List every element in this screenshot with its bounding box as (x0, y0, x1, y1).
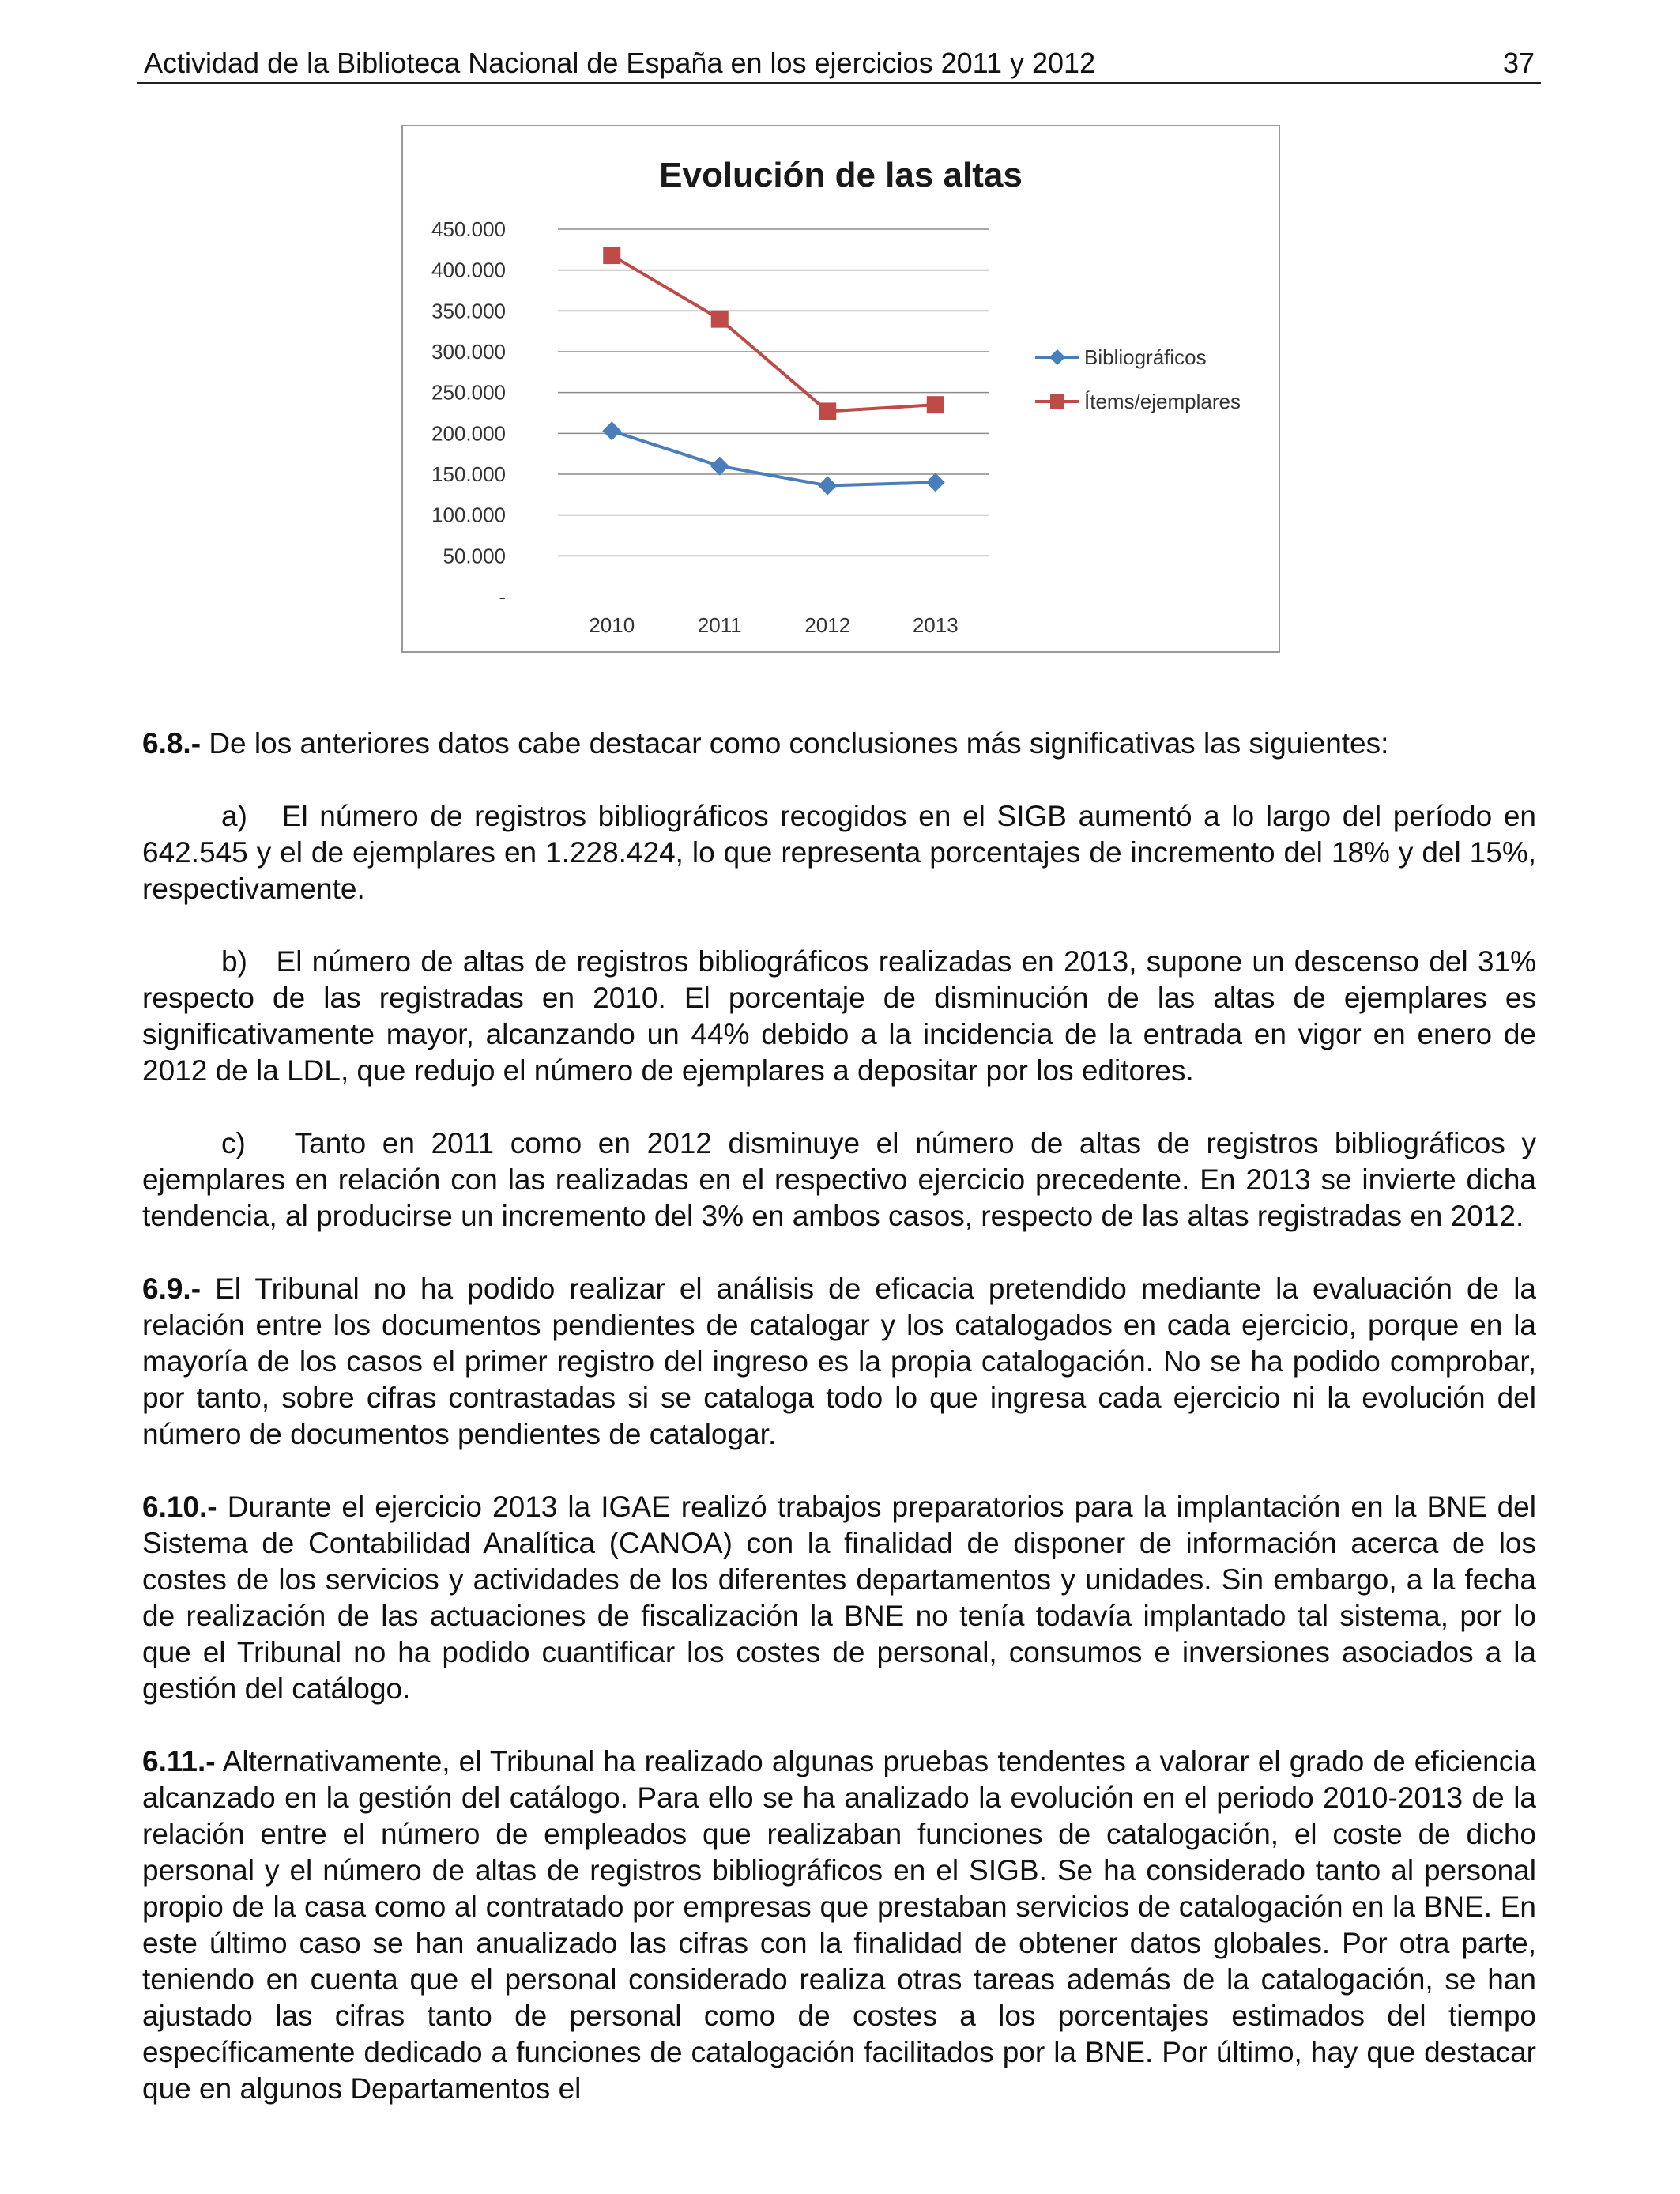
y-tick-label: 50.000 (443, 544, 506, 568)
x-tick-label: 2012 (804, 613, 851, 637)
section-number: 6.8.- (142, 727, 202, 760)
paragraph-6-11 (142, 1744, 1536, 2107)
data-point (818, 476, 837, 495)
paragraph-text: Alternativamente, el Tribunal ha realizado algunas pruebas tendentes a valorar el grado de eficiencia alcanzado en la gestión del catálogo. Para ello se ha analizado la evolución en el periodo 2010-2013 de la relación entre el número de empleados que realizaban funciones de catalogación, el coste de dicho personal y el número de altas de registros bibliográficos en el SIGB. Se ha considerado tanto al personal propio de la casa como al contratado por empresas que prestaban servicios de catalogación en la BNE. En este último caso se han anualizado las cifras con la finalidad de obtener datos globales. Por otra parte, teniendo en cuenta que el personal considerado realiza otras tareas además de la catalogación, se han ajustado las cifras tanto de personal como de costes a los porcentajes estimados del tiempo específicamente dedicado a funciones de catalogación facilitados por la BNE. Por último, hay que destacar que en algunos Departamentos el (142, 1745, 1536, 2105)
data-point (926, 473, 945, 492)
document-body (142, 726, 1536, 2107)
page-header (137, 44, 1541, 84)
data-point (603, 247, 620, 264)
data-point (927, 396, 944, 413)
data-point (711, 311, 729, 328)
paragraph-6-9 (142, 1271, 1536, 1453)
y-tick-label: 250.000 (431, 380, 506, 405)
chart-altas (401, 125, 1280, 653)
section-number: 6.9.- (142, 1272, 202, 1305)
data-point (819, 402, 836, 420)
data-point (710, 457, 729, 476)
paragraph-text: De los anteriores datos cabe destacar como conclusiones más significativas las siguientes: (201, 727, 1389, 760)
x-tick-label: 2010 (589, 613, 635, 637)
y-tick-label: - (499, 585, 506, 609)
data-point (602, 421, 621, 440)
line-chart (403, 126, 1279, 651)
running-title: Actividad de la Biblioteca Nacional de España en los ejercicios 2011 y 2012 (144, 47, 1096, 79)
series-line (612, 431, 936, 485)
x-tick-label: 2011 (697, 613, 742, 637)
list-item-a: a) El número de registros bibliográficos recogidos en el SIGB aumentó a lo largo del período en 642.545 y el de ejemplares en 1.228.424, lo que representa porcentajes de incremento del 18% y del 15%, respectivamente. (142, 800, 1536, 905)
y-tick-label: 350.000 (431, 299, 506, 323)
paragraph-text: Durante el ejercicio 2013 la IGAE realizó trabajos preparatorios para la implantación en la BNE del Sistema de Contabilidad Analítica (CANOA) con la finalidad de disponer de información acerca de los costes de los servicios y actividades de los diferentes departamentos y unidades. Sin embargo, a la fecha de realización de las actuaciones de fiscalización la BNE no tenía todavía implantado tal sistema, por lo que el Tribunal no ha podido cuantificar los costes de personal, consumos e inversiones asociados a la gestión del catálogo. (142, 1491, 1536, 1705)
y-tick-label: 200.000 (431, 421, 506, 446)
y-tick-label: 300.000 (431, 340, 506, 364)
y-tick-label: 150.000 (431, 462, 506, 486)
paragraph-6-10 (142, 1489, 1536, 1707)
y-tick-label: 450.000 (431, 217, 506, 241)
series-line (612, 255, 936, 411)
list-item-b: b) El número de altas de registros bibliográficos realizadas en 2013, supone un descenso del 31% respecto de las registradas en 2010. El porcentaje de disminución de las altas de ejemplares es significativamente mayor, alcanzando un 44% debido a la incidencia de la entrada en vigor en enero de 2012 de la LDL, que redujo el número de ejemplares a depositar por los editores. (142, 945, 1536, 1087)
legend-marker (1049, 349, 1065, 365)
legend-label: Bibliográficos (1084, 345, 1207, 369)
section-number: 6.10.- (142, 1491, 217, 1523)
legend-label: Ítems/ejemplares (1084, 390, 1241, 413)
paragraph-6-8 (142, 726, 1536, 762)
section-number: 6.11.- (142, 1745, 216, 1777)
x-tick-label: 2013 (912, 613, 959, 637)
y-tick-label: 400.000 (431, 258, 506, 282)
page-number: 37 (1502, 47, 1535, 79)
chart-title: Evolución de las altas (659, 156, 1023, 194)
list-item-c: c) Tanto en 2011 como en 2012 disminuye el número de altas de registros bibliográficos y ejemplares en relación con las realizadas en el respectivo ejercicio precedente. En 2013 se invierte dicha tendencia, al producirse un incremento del 3% en ambos casos, respecto de las altas registradas en 2012. (142, 1127, 1536, 1232)
legend-marker (1050, 394, 1064, 409)
paragraph-text: El Tribunal no ha podido realizar el análisis de eficacia pretendido mediante la evaluación de la relación entre los documentos pendientes de catalogar y los catalogados en cada ejercicio, porque en la mayoría de los casos el primer registro del ingreso es la propia catalogación. No se ha podido comprobar, por tanto, sobre cifras contrastadas si se cataloga todo lo que ingresa cada ejercicio ni la evolución del número de documentos pendientes de catalogar. (142, 1272, 1536, 1450)
y-tick-label: 100.000 (431, 503, 506, 527)
